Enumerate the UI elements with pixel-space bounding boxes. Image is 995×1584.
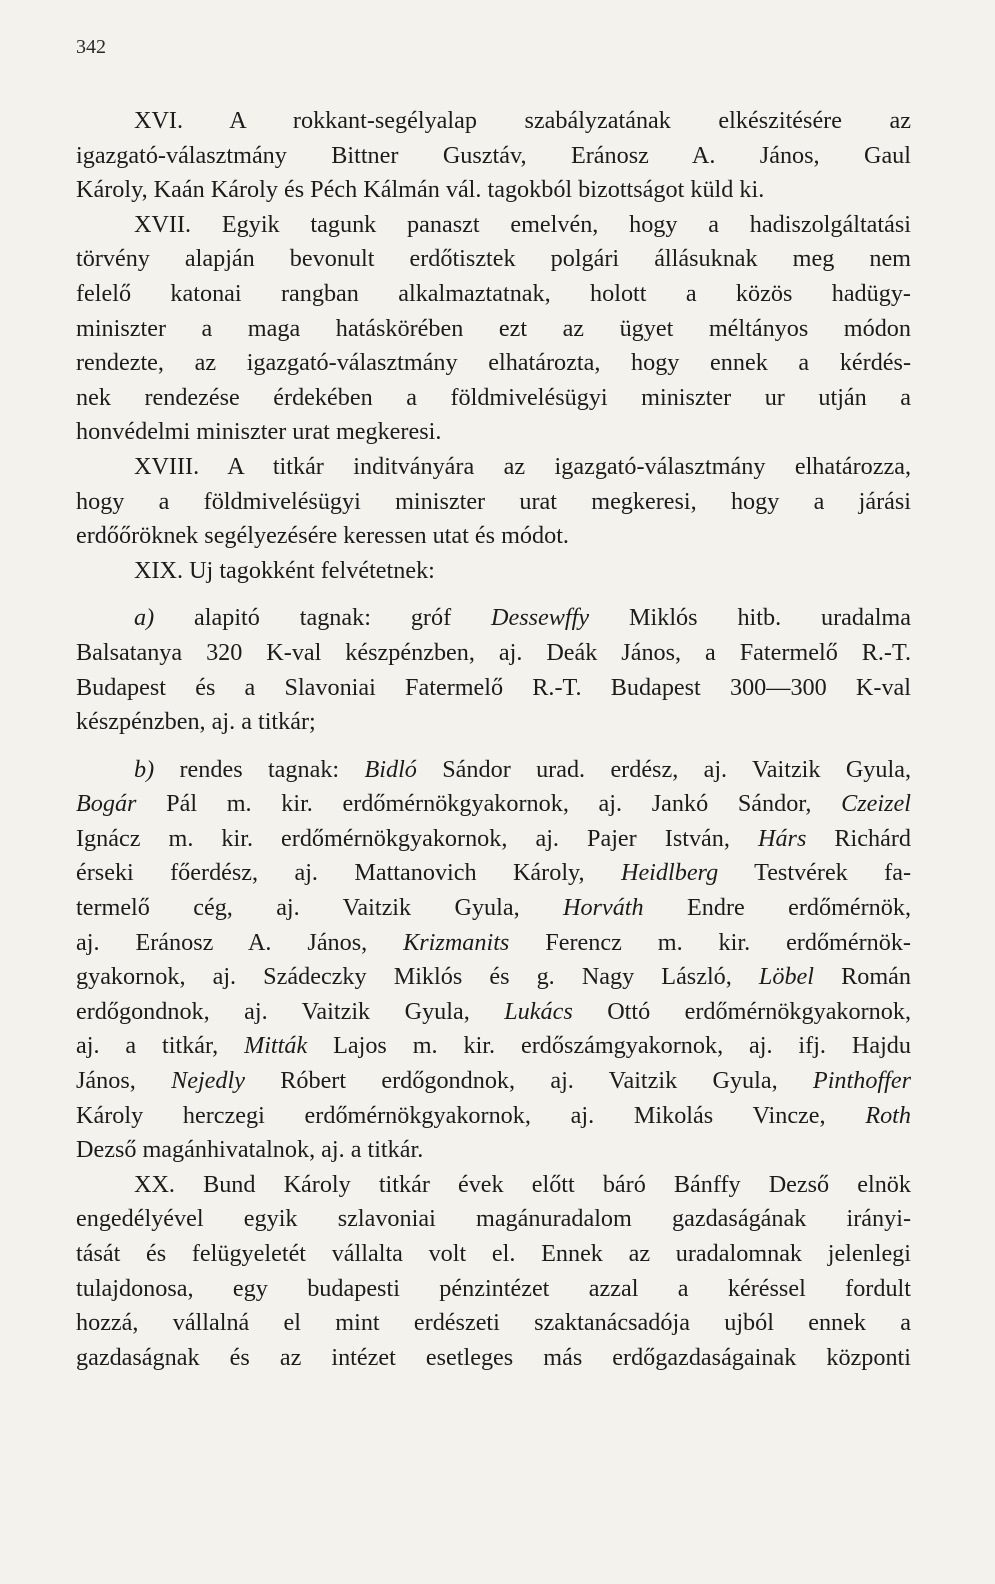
text-line: XX. Bund Károly titkár évek előtt báró Bánffy Dezső elnök xyxy=(134,1170,911,1198)
text-line: érseki főerdész, aj. Mattanovich Károly, Heidlberg Testvérek fa- xyxy=(76,859,911,887)
text-line: aj. Eránosz A. János, Krizmanits Ferencz m. kir. erdőmérnök- xyxy=(76,928,911,956)
text-line: Balsatanya 320 K-val készpénzben, aj. Deák János, a Fatermelő R.-T. xyxy=(76,638,911,666)
text-line: XVI. A rokkant-segélyalap szabályzatának elkészitésére az xyxy=(134,107,911,134)
italic-name: Nejedly xyxy=(171,1067,245,1095)
text-line: erdőgondnok, aj. Vaitzik Gyula, Lukács Ottó erdőmérnökgyakornok, xyxy=(76,997,912,1025)
text-line: hogy a földmivelésügyi miniszter urat megkeresi, hogy a járási xyxy=(76,487,911,515)
italic-name: Löbel xyxy=(758,963,815,991)
text-line: tását és felügyeletét vállalta volt el. Ennek az uradalomnak jelenlegi xyxy=(76,1240,911,1267)
italic-name: Bogár xyxy=(76,790,137,818)
text-line: nek rendezése érdekében a földmivelésügyi miniszter ur utján a xyxy=(76,383,911,411)
text-line: b) rendes tagnak: Bidló Sándor urad. erdész, aj. Vaitzik Gyula, xyxy=(134,755,911,783)
italic-name: b) xyxy=(134,755,155,783)
text-line: Károly herczegi erdőmérnökgyakornok, aj. Mikolás Vincze, Roth xyxy=(76,1101,911,1129)
italic-name: Roth xyxy=(865,1101,911,1129)
text-line: engedélyével egyik szlavoniai magánuradalom gazdaságának irányi- xyxy=(76,1205,911,1233)
text-line: a) alapitó tagnak: gróf Dessewffy Miklós hitb. uradalma xyxy=(134,604,911,632)
text-line: Ignácz m. kir. erdőmérnökgyakornok, aj. Pajer István, Hárs Richárd xyxy=(76,824,911,852)
text-line: gyakornok, aj. Szádeczky Miklós és g. Nagy László, Löbel Román xyxy=(76,963,911,991)
italic-name: Mitták xyxy=(244,1032,308,1060)
text-line: készpénzben, aj. a titkár; xyxy=(76,708,316,736)
italic-name: a) xyxy=(134,604,155,632)
italic-name: Krizmanits xyxy=(403,928,510,956)
text-line: XIX. Uj tagokként felvétetnek: xyxy=(134,556,435,584)
page-number: 342 xyxy=(76,36,106,58)
italic-name: Pinthoffer xyxy=(812,1067,912,1095)
text-line: rendezte, az igazgató-választmány elhatározta, hogy ennek a kérdés- xyxy=(76,349,911,377)
text-line: hozzá, vállalná el mint erdészeti szaktanácsadója ujból ennek a xyxy=(76,1309,911,1337)
text-line: aj. a titkár, Mitták Lajos m. kir. erdőszámgyakornok, aj. ifj. Hajdu xyxy=(76,1032,911,1060)
italic-name: Czeizel xyxy=(841,790,911,818)
body-text xyxy=(76,104,911,1375)
italic-name: Hárs xyxy=(757,824,807,852)
text-line: gazdaságnak és az intézet esetleges más erdőgazdaságainak központi xyxy=(76,1343,911,1371)
text-line: Bogár Pál m. kir. erdőmérnökgyakornok, aj. Jankó Sándor, Czeizel xyxy=(76,790,911,818)
text-line: XVII. Egyik tagunk panaszt emelvén, hogy a hadiszolgáltatási xyxy=(134,210,911,238)
italic-name: Horváth xyxy=(563,894,644,922)
text-line: felelő katonai rangban alkalmaztatnak, holott a közös hadügy- xyxy=(76,279,911,307)
text-line: törvény alapján bevonult erdőtisztek polgári állásuknak meg nem xyxy=(76,245,911,273)
italic-name: Heidlberg xyxy=(620,859,719,887)
italic-name: Bidló xyxy=(364,755,417,783)
text-line: Dezső magánhivatalnok, aj. a titkár. xyxy=(76,1136,424,1164)
text-line: tulajdonosa, egy budapesti pénzintézet azzal a kéréssel fordult xyxy=(76,1274,911,1302)
text-line: honvédelmi miniszter urat megkeresi. xyxy=(76,418,442,446)
text-line: Károly, Kaán Károly és Péch Kálmán vál. tagokból bizottságot küld ki. xyxy=(76,176,765,204)
text-line: miniszter a maga hatáskörében ezt az ügyet méltányos módon xyxy=(76,314,911,342)
text-line: termelő cég, aj. Vaitzik Gyula, Horváth Endre erdőmérnök, xyxy=(76,894,911,922)
text-line: igazgató-választmány Bittner Gusztáv, Eránosz A. János, Gaul xyxy=(76,141,911,169)
italic-name: Lukács xyxy=(504,997,573,1025)
text-line: János, Nejedly Róbert erdőgondnok, aj. Vaitzik Gyula, Pinthoffer xyxy=(76,1067,912,1095)
text-line: XVIII. A titkár inditványára az igazgató-választmány elhatározza, xyxy=(134,452,911,480)
text-line: erdőőröknek segélyezésére keressen utat és módot. xyxy=(76,522,569,550)
italic-name: Dessewffy xyxy=(491,604,590,632)
text-line: Budapest és a Slavoniai Fatermelő R.-T. Budapest 300—300 K-val xyxy=(76,673,911,701)
